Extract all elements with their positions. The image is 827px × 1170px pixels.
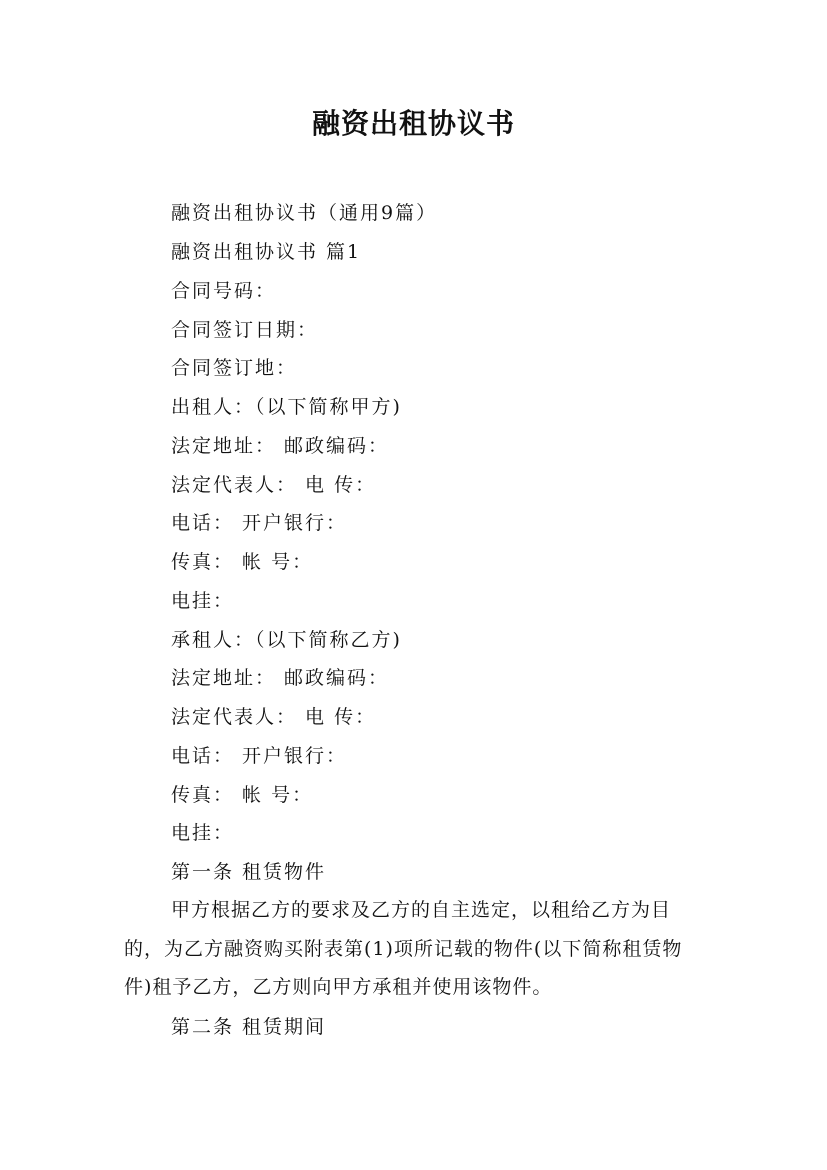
text-line: 承租人：（以下简称乙方) — [171, 629, 402, 651]
text-line: 法定代表人： 电 传： — [171, 474, 377, 496]
article-heading: 第二条 租赁期间 — [171, 1016, 327, 1038]
text-line: 融资出租协议书 篇1 — [171, 241, 362, 263]
text-line: 传真： 帐 号： — [171, 784, 314, 806]
document-title: 融资出租协议书 — [311, 107, 515, 140]
paragraph-text: 甲方根据乙方的要求及乙方的自主选定，以租给乙方为目的，为乙方融资购买附表第(1)项所记载的物件(以下简称租赁物件)租予乙方，乙方则向甲方承租并使用该物件。 — [124, 899, 683, 998]
text-line: 合同签订地： — [171, 357, 298, 379]
text-line: 法定地址： 邮政编码： — [171, 435, 390, 457]
text-line: 合同签订日期： — [171, 319, 319, 341]
text-line: 融资出租协议书（通用9篇） — [171, 202, 438, 224]
text-line: 电挂： — [171, 822, 235, 844]
text-line: 法定代表人： 电 传： — [171, 706, 377, 728]
text-line: 电话： 开户银行： — [171, 745, 348, 767]
body-paragraph — [124, 891, 704, 1007]
text-line: 电话： 开户银行： — [171, 512, 348, 534]
text-line: 出租人：（以下简称甲方) — [171, 396, 402, 418]
article-heading: 第一条 租赁物件 — [171, 861, 327, 883]
text-line: 合同号码： — [171, 280, 277, 302]
text-line: 电挂： — [171, 590, 235, 612]
text-line: 法定地址： 邮政编码： — [171, 667, 390, 689]
text-line: 传真： 帐 号： — [171, 551, 314, 573]
